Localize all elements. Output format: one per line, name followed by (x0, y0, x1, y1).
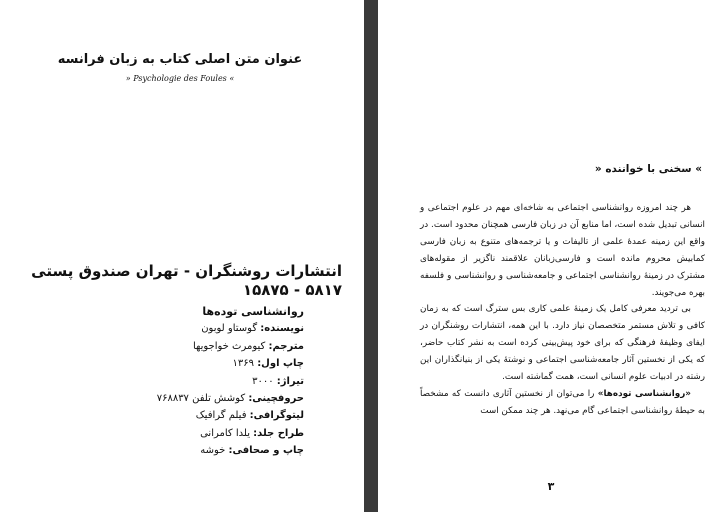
detail-line (44, 407, 304, 424)
detail-label: لیتوگرافی: (249, 410, 304, 422)
publisher-line: انتشارات روشنگران - تهران صندوق پستی ۵۸۱۷ - ۱۵۸۷۵ (31, 262, 342, 299)
preface-body (420, 200, 705, 420)
original-title-heading: عنوان متن اصلی کتاب به زبان فرانسه (57, 52, 303, 67)
detail-label: چاپ اول: (257, 358, 304, 370)
detail-line (44, 320, 304, 337)
detail-value: کوشش تلفن ۷۶۸۸۳۷ (156, 393, 246, 405)
detail-line (44, 425, 304, 442)
detail-label: چاپ و صحافی: (228, 445, 304, 457)
book-gutter (364, 0, 378, 512)
detail-label: حروفچینی: (248, 393, 304, 405)
detail-line (44, 355, 304, 372)
paragraph: بی تردید معرفی کامل یک زمینهٔ علمی کاری بس سترگ است که به زمان کافی و تلاش مستمر متخصصان نیاز دارد. با این همه، انتشارات روشنگران در ایفای وظیفهٔ فرهنگی که برای خود پیش‌بینی کرده است به نشر کتاب حاضر، که یکی از نخستین آثار جامعه‌شناسی اجتماعی و نوشتهٔ یکی از بنیانگذاران این رشته در ادبیات علوم انسانی است، همت گماشته است. (420, 304, 705, 383)
detail-line (44, 442, 304, 459)
detail-label: طراح جلد: (253, 427, 304, 439)
detail-line (44, 373, 304, 390)
paragraph: هر چند امروزه روانشناسی اجتماعی به شاخه‌ای مهم در علوم اجتماعی و انسانی تبدیل شده است، اما منابع آن در زبان فارسی همچنان محدود است. در واقع این زمینه عمدهٔ علمی از تالیفات و یا ترجمه‌های متنوع به زبان فارسی کمابیش محروم مانده است و فارسی‌زبانان علاقمند ناگزیر از مقوله‌های مشترک در زمینهٔ روانشناسی اجتماعی و جامعه‌شناسی و روانشناسی و فلسفه بهره می‌جویند. (420, 203, 705, 298)
paragraph-text: را می‌توان از نخستین آثاری دانست که مشخصاً به حیطهٔ روانشناسی اجتماعی گام می‌نهد. هر چند ممکن است (420, 388, 705, 416)
detail-line (44, 338, 304, 355)
detail-label: تیراژ: (276, 375, 304, 387)
detail-line (44, 390, 304, 407)
original-title-french: » Psychologie des Foules « (125, 74, 235, 83)
book-title-reference: «روانشناسی توده‌ها» (597, 388, 691, 399)
book-title: روانشناسی توده‌ها (202, 305, 304, 318)
detail-value: ۱۳۶۹ (232, 358, 254, 370)
right-page (378, 0, 724, 512)
detail-label: نویسنده: (260, 323, 304, 335)
detail-value: کیومرث خواجویها (192, 340, 266, 352)
detail-value: یلدا کامرانی (200, 427, 250, 439)
preface-heading: » سخنی با خواننده « (594, 163, 702, 175)
detail-value: گوستاو لوبون (201, 323, 258, 335)
detail-value: ۳۰۰۰ (252, 375, 274, 387)
page-number: ۳ (547, 480, 555, 493)
book-details (44, 303, 304, 460)
paragraph (420, 386, 705, 420)
detail-value: خوشه (200, 445, 226, 457)
detail-value: فیلم گرافیک (195, 410, 247, 422)
detail-label: مترجم: (268, 340, 304, 352)
